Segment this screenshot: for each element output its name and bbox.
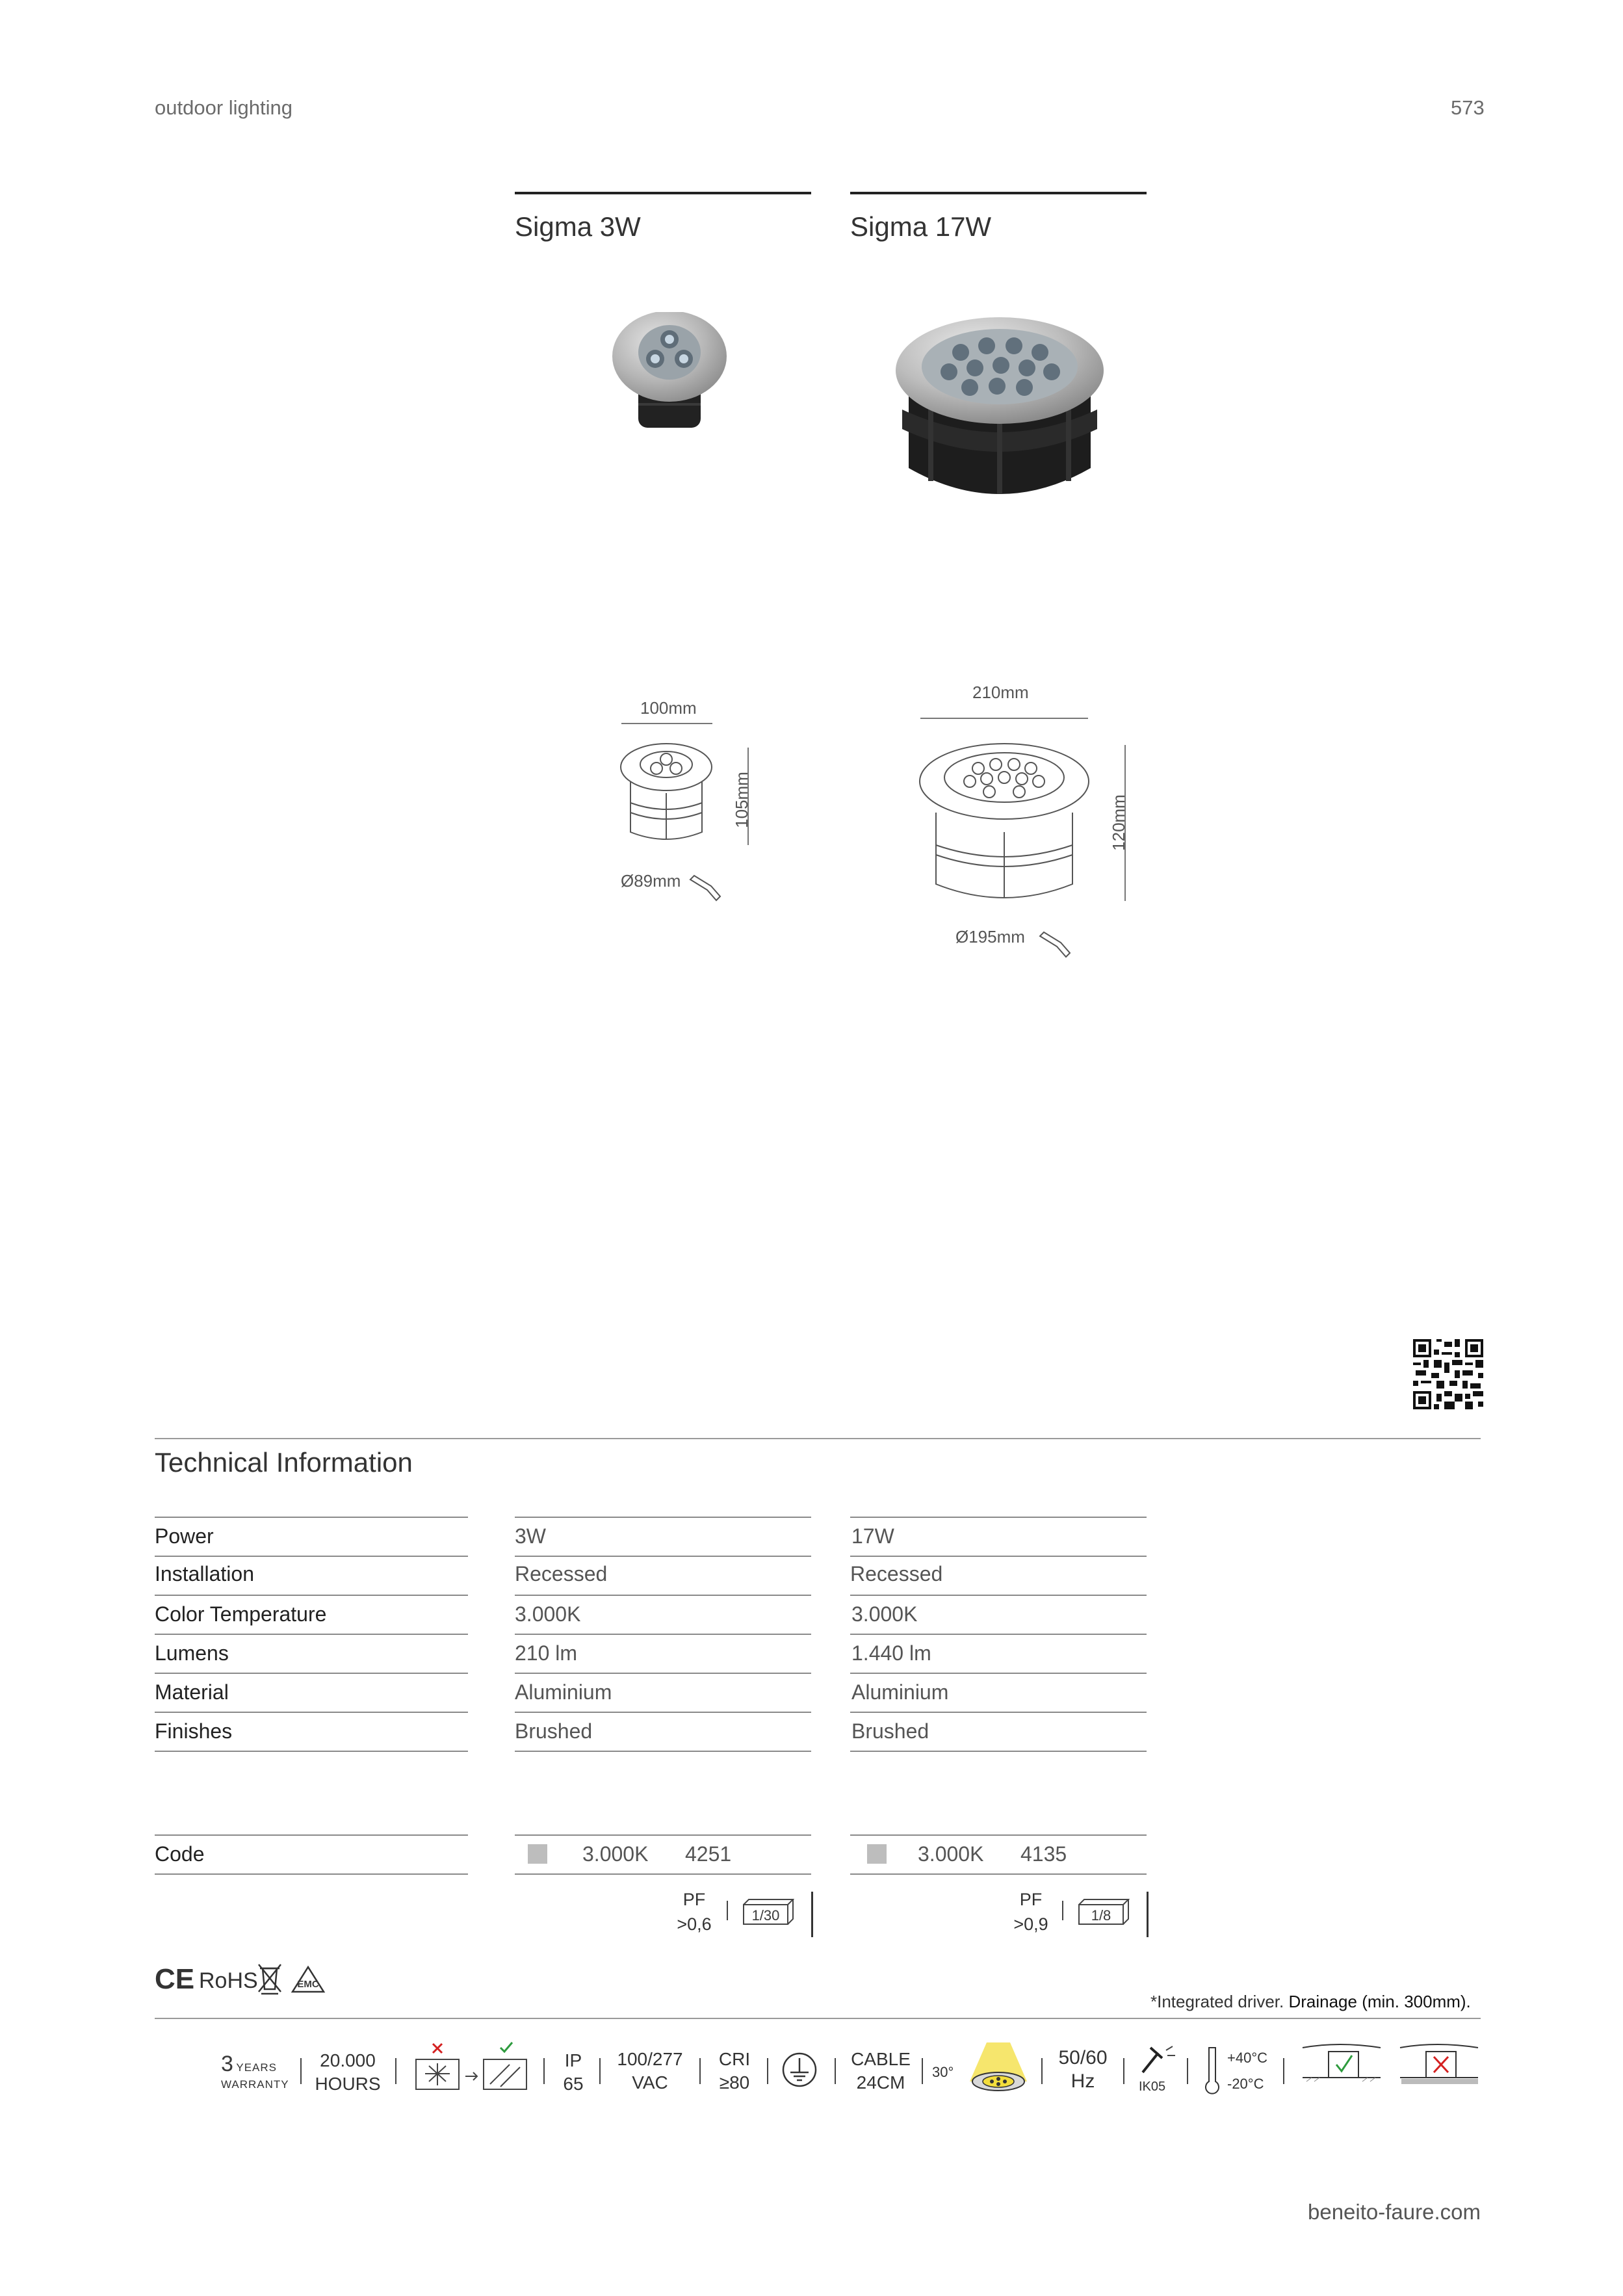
product-2-drawing xyxy=(916,741,1092,904)
spec-value: 3W xyxy=(515,1524,546,1548)
pf-label: PF xyxy=(1019,1890,1043,1909)
spec-value: 3.000K xyxy=(851,1602,918,1626)
box-pack-icon xyxy=(1078,1898,1130,1925)
section-divider xyxy=(155,2018,1481,2019)
website-link[interactable]: beneito-faure.com xyxy=(1308,2200,1481,2224)
spec-value: Recessed xyxy=(515,1562,608,1585)
box-pack-icon xyxy=(742,1898,794,1925)
cri-rating: CRI ≥80 xyxy=(718,2049,751,2093)
product-2-rule xyxy=(850,192,1147,194)
spec-value: Recessed xyxy=(850,1562,943,1585)
glass-replacement-icon xyxy=(412,2041,529,2100)
emc-mark: EMC xyxy=(290,1964,326,1994)
ip-rating: IP 65 xyxy=(563,2050,584,2094)
spec-value: 3.000K xyxy=(515,1602,581,1626)
product-1-cutout: Ø89mm xyxy=(621,871,681,891)
qr-code[interactable] xyxy=(1413,1339,1483,1409)
weee-bin-icon xyxy=(256,1962,283,1996)
spec-label-power: Power xyxy=(155,1524,214,1548)
product-2-cutout: Ø195mm xyxy=(955,927,1025,946)
code-cct: 3.000K xyxy=(582,1842,649,1866)
code-cct: 3.000K xyxy=(918,1842,984,1866)
product-2-width: 210mm xyxy=(972,683,1029,702)
pf-value: >0,6 xyxy=(677,1914,712,1934)
impact-rating: IK05 xyxy=(1139,2041,1178,2100)
frequency: 50/60 Hz xyxy=(1058,2047,1108,2092)
cutout-tool-icon xyxy=(688,874,723,904)
installation-note: *Integrated driver. Drainage (min. 300mm). xyxy=(1150,1992,1471,2011)
hammer-icon xyxy=(1139,2041,1178,2078)
installation-correct-icon xyxy=(1300,2041,1384,2093)
rohs-mark: RoHS xyxy=(199,1968,258,1993)
product-2-name: Sigma 17W xyxy=(850,211,992,242)
page-number: 573 xyxy=(1451,96,1485,119)
pf-value: >0,9 xyxy=(1013,1914,1048,1934)
finish-swatch xyxy=(867,1844,887,1864)
beam-angle: 30° xyxy=(932,2064,954,2080)
spec-label-color-temperature: Color Temperature xyxy=(155,1602,327,1626)
section-divider xyxy=(155,1438,1481,1439)
product-code[interactable]: 4135 xyxy=(1020,1842,1067,1866)
spec-value: 210 lm xyxy=(515,1641,578,1665)
spec-label-finishes: Finishes xyxy=(155,1719,233,1743)
pack-quantity: 1/30 xyxy=(751,1907,780,1924)
operating-temperature: +40°C -20°C xyxy=(1227,2050,1268,2092)
product-2-width-line xyxy=(920,718,1088,719)
input-voltage: 100/277 VAC xyxy=(617,2049,683,2093)
product-1-photo xyxy=(604,312,734,442)
ce-mark: CE xyxy=(155,1963,195,1995)
thermometer-icon xyxy=(1204,2045,1221,2094)
pack-quantity: 1/8 xyxy=(1091,1907,1111,1924)
product-1-width-line xyxy=(621,723,712,724)
warranty-badge: 3 YEARS WARRANTY xyxy=(221,2052,289,2091)
cutout-tool-icon xyxy=(1037,931,1073,960)
product-2-photo xyxy=(889,312,1110,514)
spec-label-material: Material xyxy=(155,1680,229,1704)
tech-info-title: Technical Information xyxy=(155,1447,413,1478)
product-1-height: 105mm xyxy=(731,772,751,828)
product-1-width: 100mm xyxy=(640,698,697,718)
cable-length: CABLE 24CM xyxy=(851,2049,911,2093)
product-1-drawing xyxy=(617,741,715,845)
ground-icon xyxy=(781,2052,818,2088)
code-label: Code xyxy=(155,1842,205,1866)
spec-value: Brushed xyxy=(515,1719,593,1743)
product-code[interactable]: 4251 xyxy=(685,1842,732,1866)
spec-value: 1.440 lm xyxy=(851,1641,931,1665)
section-title: outdoor lighting xyxy=(155,96,292,119)
spec-value: 17W xyxy=(851,1524,894,1548)
spec-value: Aluminium xyxy=(515,1680,612,1704)
installation-incorrect-icon xyxy=(1397,2041,1482,2093)
pf-label: PF xyxy=(682,1890,706,1909)
product-2-height: 120mm xyxy=(1108,794,1128,851)
finish-swatch xyxy=(528,1844,547,1864)
spec-label-lumens: Lumens xyxy=(155,1641,229,1665)
product-1-rule xyxy=(515,192,811,194)
spec-label-installation: Installation xyxy=(155,1562,254,1585)
spec-value: Brushed xyxy=(851,1719,929,1743)
lifetime-hours: 20.000 HOURS xyxy=(315,2050,381,2094)
beam-angle-icon xyxy=(967,2041,1030,2093)
product-1-name: Sigma 3W xyxy=(515,211,641,242)
spec-value: Aluminium xyxy=(851,1680,949,1704)
